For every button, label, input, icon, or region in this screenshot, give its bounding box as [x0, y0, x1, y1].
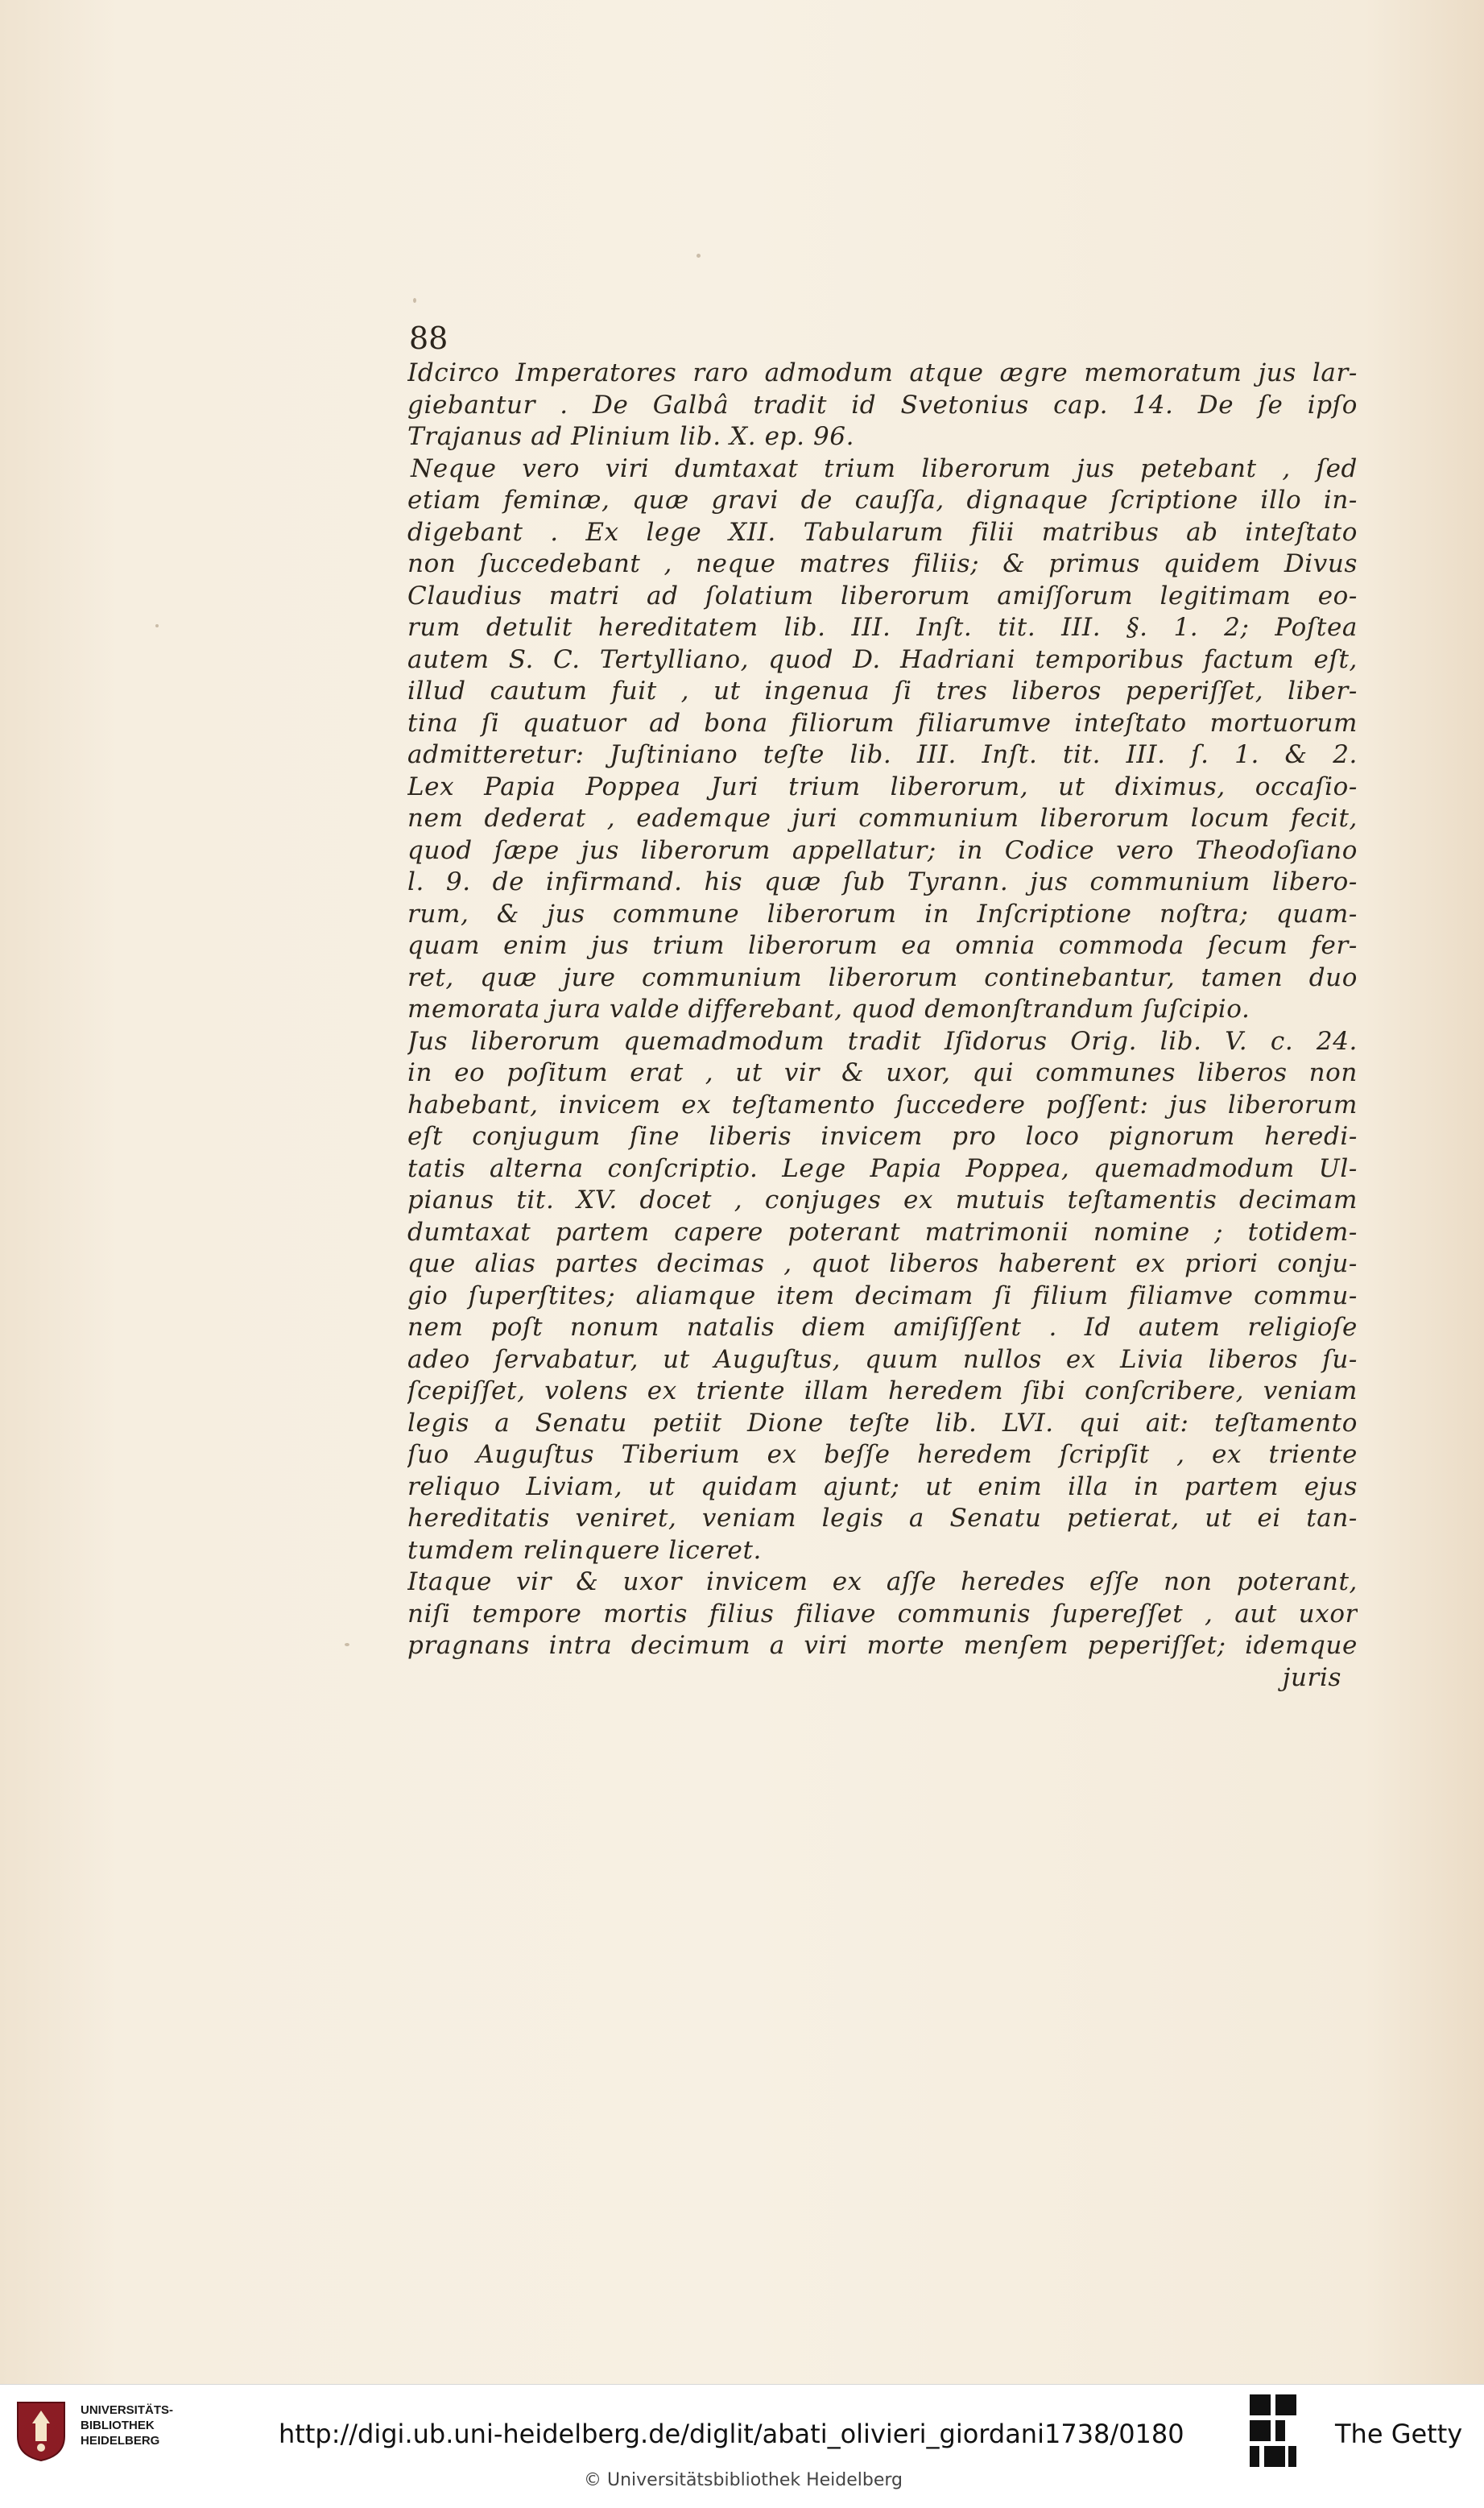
- text-line: nem poſt nonum natalis diem amiſiſſent . Id autem religioſe: [407, 1313, 1358, 1342]
- text-line: digebant . Ex lege XII. Tabularum filii matribus ab inteſtato: [407, 517, 1358, 547]
- university-seal-icon: [14, 2399, 68, 2462]
- text-line: Jus liberorum quemadmodum tradit Iſidorus Orig. lib. V. c. 24.: [407, 1026, 1358, 1056]
- text-line: Neque vero viri dumtaxat trium liberorum jus petebant , ſed: [411, 453, 1358, 483]
- text-line: ſuo Auguſtus Tiberium ex beſſe heredem ſcripſit , ex triente: [407, 1440, 1358, 1469]
- text-line: Lex Papia Poppea Juri trium liberorum, ut diximus, occaſio-: [407, 772, 1358, 801]
- text-line: que alias partes decimas , quot liberos haberent ex priori conju-: [407, 1249, 1358, 1278]
- text-line: niſi tempore mortis filius filiave communis ſupereſſet , aut uxor: [407, 1599, 1358, 1629]
- text-line: Idcirco Imperatores raro admodum atque ægre memoratum jus lar-: [407, 358, 1358, 387]
- library-name-line: BIBLIOTHEK: [81, 2419, 155, 2432]
- getty-logo-icon: [1248, 2393, 1300, 2470]
- text-line: nem dederat , eademque juri communium liberorum locum fecit,: [407, 804, 1358, 833]
- text-line: hereditatis veniret, veniam legis a Senatu petierat, ut ei tan-: [407, 1504, 1358, 1533]
- text-line: pianus tit. XV. docet , conjuges ex mutuis teſtamentis decimam: [407, 1186, 1358, 1215]
- text-line: tatis alterna conſcriptio. Lege Papia Poppea, quemadmodum Ul-: [407, 1153, 1358, 1183]
- text-line: eſt conjugum ſine liberis invicem pro loco pignorum heredi-: [407, 1122, 1358, 1151]
- text-line: rum, & jus commune liberorum in Inſcriptione noſtra; quam-: [407, 899, 1358, 929]
- ink-spot: [345, 1643, 349, 1646]
- library-name: [81, 2402, 173, 2448]
- ink-spot: [413, 298, 416, 303]
- text-line: tumdem relinquere liceret.: [407, 1535, 763, 1565]
- text-line: Trajanus ad Plinium lib. X. ep. 96.: [407, 422, 855, 451]
- text-line: quod ſæpe jus liberorum appellatur; in Codice vero Theodoſiano: [407, 835, 1358, 865]
- text-line: reliquo Liviam, ut quidam ajunt; ut enim illa in partem ejus: [407, 1471, 1358, 1501]
- text-line: legis a Senatu petiit Dione teſte lib. LVI. qui ait: teſtamento: [407, 1408, 1358, 1438]
- text-line: pragnans intra decimum a viri morte menſem peperiſſet; idemque: [407, 1631, 1358, 1660]
- permalink[interactable]: http://digi.ub.uni-heidelberg.de/diglit/abati_olivieri_giordani1738/0180: [279, 2419, 1184, 2449]
- page-number: 88: [409, 321, 449, 356]
- text-line: ſcepiſſet, volens ex triente illam heredem ſibi conſcribere, veniam: [407, 1376, 1358, 1405]
- text-line: ret, quæ jure communium liberorum continebantur, tamen duo: [407, 962, 1358, 992]
- library-name-line: UNIVERSITÄTS-: [81, 2403, 174, 2417]
- text-line: in eo poſitum erat , ut vir & uxor, qui communes liberos non: [407, 1058, 1358, 1087]
- text-line: etiam feminæ, quæ gravi de cauſſa, dignaque ſcriptione illo in-: [407, 486, 1358, 515]
- text-line: adeo ſervabatur, ut Auguſtus, quum nullos ex Livia liberos ſu-: [407, 1344, 1358, 1374]
- library-name-line: HEIDELBERG: [81, 2434, 160, 2448]
- text-line: tina ſi quatuor ad bona filiorum filiarumve inteſtato mortuorum: [407, 708, 1358, 738]
- viewer-footer: [0, 2384, 1484, 2508]
- text-line: illud cautum fuit , ut ingenua ſi tres liberos peperiſſet, liber-: [407, 677, 1358, 706]
- text-line: l. 9. de infirmand. his quæ ſub Tyrann. jus communium libero-: [407, 867, 1358, 896]
- partner-name: The Getty: [1335, 2419, 1463, 2449]
- text-line: gio ſuperſtites; aliamque item decimam ſi filium filiamve commu-: [407, 1281, 1358, 1310]
- text-line: non ſuccedebant , neque matres filiis; & primus quidem Divus: [407, 549, 1358, 578]
- text-line: autem S. C. Tertylliano, quod D. Hadriani temporibus factum eſt,: [407, 644, 1358, 674]
- catchword: juris: [1282, 1662, 1341, 1692]
- text-line: Itaque vir & uxor invicem ex aſſe heredes eſſe non poterant,: [407, 1567, 1358, 1596]
- text-line: memorata jura valde differebant, quod demonſtrandum ſuſcipio.: [407, 995, 1250, 1024]
- text-line: Claudius matri ad ſolatium liberorum amiſſorum legitimam eo-: [407, 581, 1358, 610]
- text-line: admitteretur: Juſtiniano teſte lib. III. Inſt. tit. III. ſ. 1. & 2.: [407, 740, 1358, 769]
- ink-spot: [155, 624, 159, 627]
- copyright-notice: © Universitätsbibliothek Heidelberg: [584, 2470, 903, 2490]
- text-line: habebant, invicem ex teſtamento ſuccedere poſſent: jus liberorum: [407, 1090, 1358, 1119]
- text-line: giebantur . De Galbâ tradit id Svetonius cap. 14. De ſe ipſo: [407, 390, 1358, 420]
- text-line: quam enim jus trium liberorum ea omnia commoda ſecum fer-: [407, 931, 1358, 960]
- body-text: [407, 358, 1358, 1694]
- text-line: rum detulit hereditatem lib. III. Inſt. tit. III. §. 1. 2; Poſtea: [407, 613, 1358, 642]
- ink-spot: [697, 254, 701, 258]
- text-line: dumtaxat partem capere poterant matrimonii nomine ; totidem-: [407, 1217, 1358, 1247]
